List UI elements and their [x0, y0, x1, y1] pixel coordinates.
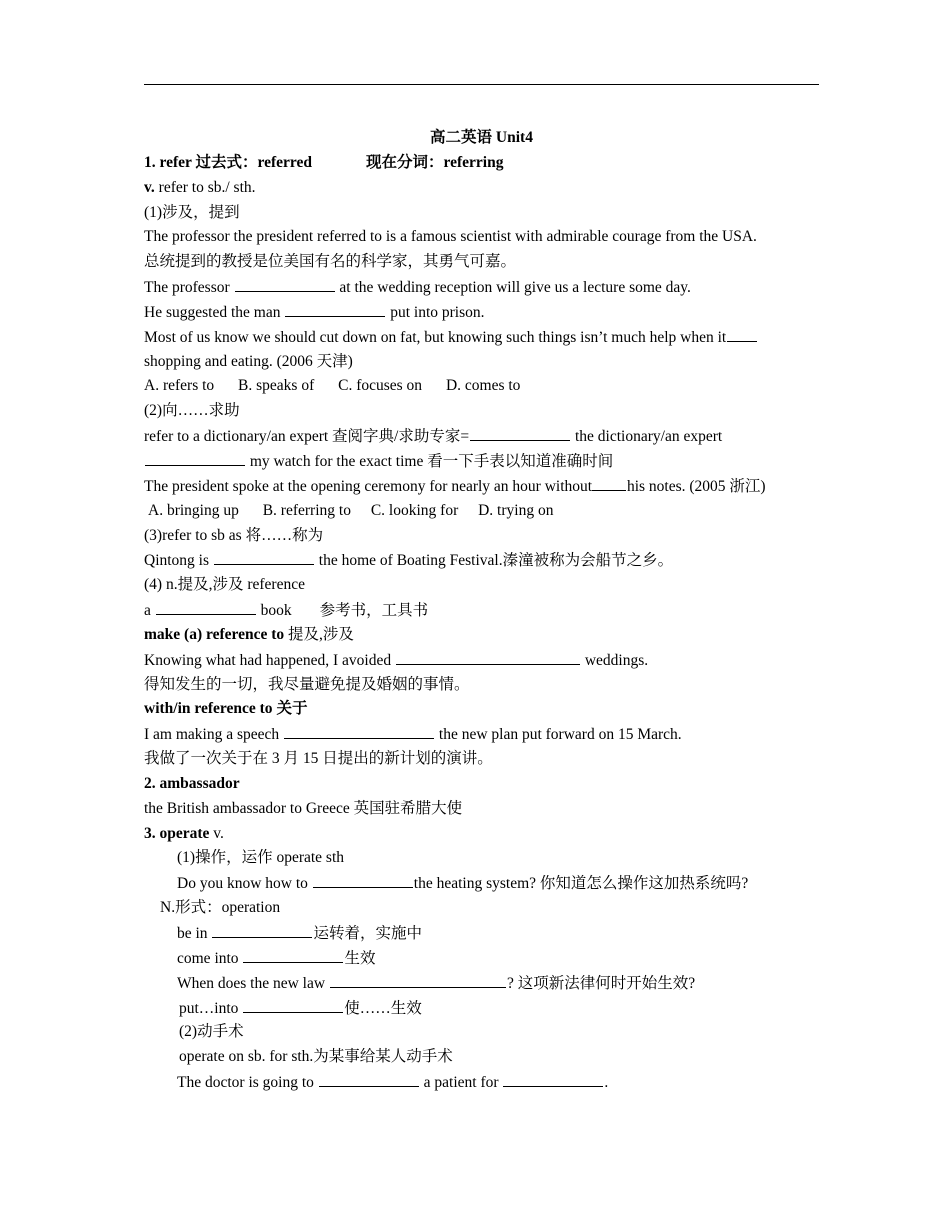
example-translation: 得知发生的一切，我尽量避免提及婚姻的事情。 [144, 675, 470, 693]
sense-4: (4) n.提及,涉及 reference [144, 576, 305, 594]
example-translation: 总统提到的教授是位美国有名的科学家，其勇气可嘉。 [144, 253, 517, 271]
answer-blank[interactable] [284, 722, 434, 739]
option-a: A. bringing up [148, 501, 239, 519]
exercise-line: put…into 使……生效 [144, 996, 834, 1021]
exercise-line: refer to a dictionary/an expert 查阅字典/求助专家= the dictionary/an expert [144, 424, 834, 449]
phrase-heading: with/in reference to 关于 [144, 700, 308, 718]
exercise-line: my watch for the exact time 看一下手表以知道准确时间 [144, 449, 834, 474]
answer-blank[interactable] [214, 548, 314, 565]
example-sentence: The professor the president referred to is a famous scientist with admirable courage from the USA. [144, 228, 757, 246]
verb-line: v. refer to sb./ sth. [144, 178, 256, 196]
exercise-line: a book 参考书，工具书 [144, 598, 834, 623]
exercise-line: be in 运转着，实施中 [144, 921, 834, 946]
answer-blank[interactable] [243, 946, 343, 963]
example-sentence: operate on sb. for sth.为某事给某人动手术 [179, 1048, 453, 1066]
exercise-line: The doctor is going to a patient for . [144, 1070, 834, 1095]
exercise-line: shopping and eating. (2006 天津) [144, 352, 353, 370]
option-a: A. refers to [144, 377, 215, 395]
exercise-line: come into 生效 [144, 946, 834, 971]
noun-form: N.形式：operation [160, 899, 281, 917]
heading-ambassador: 2. ambassador [144, 774, 240, 792]
exercise-line: I am making a speech the new plan put forward on 15 March. [144, 722, 834, 747]
exercise-line: Most of us know we should cut down on fat, but knowing such things isn’t much help when it [144, 325, 834, 350]
answer-blank[interactable] [313, 871, 413, 888]
example-translation: 我做了一次关于在 3 月 15 日提出的新计划的演讲。 [144, 750, 493, 768]
answer-blank[interactable] [330, 971, 506, 988]
sense-operate-1: (1)操作，运作 operate sth [177, 849, 345, 867]
header-rule [144, 84, 819, 85]
exercise-line: Do you know how to the heating system? 你知道怎么操作这加热系统吗? [144, 871, 834, 896]
answer-blank[interactable] [145, 449, 245, 466]
option-b: B. referring to [262, 501, 351, 519]
heading-operate: 3. operate v. [144, 824, 224, 842]
option-b: B. speaks of [238, 377, 315, 395]
answer-blank[interactable] [156, 598, 256, 615]
sense-operate-2: (2)动手术 [179, 1023, 244, 1041]
answer-blank[interactable] [235, 275, 335, 292]
option-d: D. comes to [445, 377, 521, 395]
answer-blank[interactable] [470, 424, 570, 441]
option-c: C. focuses on [338, 377, 423, 395]
exercise-line: Knowing what had happened, I avoided weddings. [144, 648, 834, 673]
phrase-heading: make (a) reference to 提及,涉及 [144, 625, 354, 643]
example-sentence: the British ambassador to Greece 英国驻希腊大使 [144, 799, 463, 817]
answer-blank[interactable] [285, 300, 385, 317]
document-body [144, 126, 834, 1095]
answer-blank[interactable] [592, 474, 626, 491]
choice-options [144, 499, 834, 524]
heading-refer: 1. refer 过去式：referred 现在分词：referring [144, 153, 504, 171]
page-title: 高二英语 Unit4 [430, 129, 533, 146]
choice-options [144, 374, 834, 399]
answer-blank[interactable] [212, 921, 312, 938]
exercise-line: The professor at the wedding reception will give us a lecture some day. [144, 275, 834, 300]
answer-blank[interactable] [503, 1070, 603, 1087]
exercise-line: The president spoke at the opening ceremony for nearly an hour without his notes. (2005 浙江) [144, 474, 834, 499]
sense-3: (3)refer to sb as 将……称为 [144, 526, 324, 544]
option-c: C. looking for [370, 501, 459, 519]
answer-blank[interactable] [243, 996, 343, 1013]
exercise-line: Qintong is the home of Boating Festival.溱潼被称为会船节之乡。 [144, 548, 834, 573]
answer-blank[interactable] [727, 325, 757, 342]
option-d: D. trying on [478, 501, 554, 519]
sense-2: (2)向……求助 [144, 402, 240, 420]
exercise-line: When does the new law ? 这项新法律何时开始生效? [144, 971, 834, 996]
answer-blank[interactable] [396, 648, 580, 665]
answer-blank[interactable] [319, 1070, 419, 1087]
sense-1: (1)涉及，提到 [144, 203, 240, 221]
exercise-line: He suggested the man put into prison. [144, 300, 834, 325]
